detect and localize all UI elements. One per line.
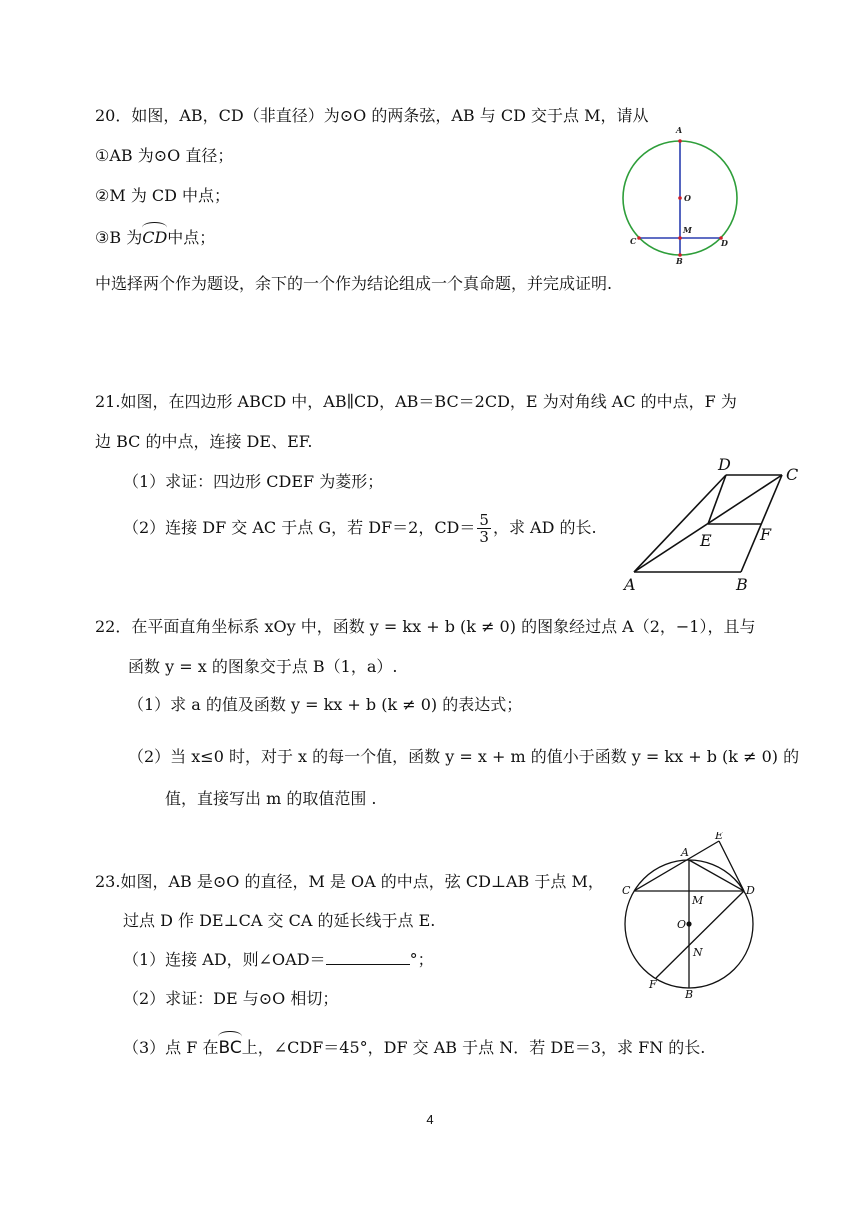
q20-label-c: C bbox=[630, 236, 637, 246]
q20-label-m: M bbox=[683, 225, 692, 235]
q20-option2: ②M 为 CD 中点； bbox=[95, 186, 231, 205]
q21-label-e: E bbox=[700, 531, 712, 550]
q23-label-a: A bbox=[681, 846, 689, 859]
q23-label-c: C bbox=[622, 884, 631, 897]
q22-part1: （1）求 a 的值及函数 y = kx + b (k ≠ 0) 的表达式； bbox=[128, 695, 523, 714]
q21-label-d: D bbox=[718, 456, 731, 474]
q21-part2-suffix: ，求 AD 的长. bbox=[492, 518, 597, 537]
q21-label-c: C bbox=[786, 465, 799, 484]
q21-part2 bbox=[123, 508, 597, 548]
q23-label-n: N bbox=[693, 946, 703, 959]
q23-figure bbox=[615, 832, 765, 1004]
q21-line1: 21.如图，在四边形 ABCD 中，AB∥CD，AB＝BC＝2CD，E 为对角线 AC 的中点，F 为 bbox=[95, 392, 737, 411]
q23-label-e: E bbox=[715, 832, 724, 842]
q23-label-o: O bbox=[677, 918, 687, 931]
q21-part2-prefix: （2）连接 DF 交 AC 于点 G，若 DF＝2，CD＝ bbox=[123, 518, 476, 537]
q20-line1: 20．如图，AB，CD（非直径）为⊙O 的两条弦，AB 与 CD 交于点 M，请从 bbox=[95, 106, 649, 125]
q23-part3-arc: BC bbox=[218, 1038, 241, 1058]
q20-line5: 中选择两个作为题设，余下的一个作为结论组成一个真命题，并完成证明. bbox=[95, 274, 613, 293]
q21-fraction-numerator: 5 bbox=[479, 511, 489, 529]
q23-label-d: D bbox=[746, 884, 755, 897]
q21-part1: （1）求证：四边形 CDEF 为菱形； bbox=[123, 472, 384, 491]
q23-answer-blank[interactable] bbox=[326, 950, 410, 965]
q20-option3-arc: CD bbox=[142, 228, 167, 248]
q23-line1: 23.如图，AB 是⊙O 的直径，M 是 OA 的中点，弦 CD⊥AB 于点 M， bbox=[95, 872, 604, 891]
q23-label-m: M bbox=[692, 894, 704, 907]
q21-label-f: F bbox=[760, 525, 772, 544]
q20-label-a: A bbox=[676, 125, 683, 135]
q21-line2: 边 BC 的中点，连接 DE、EF. bbox=[95, 432, 313, 451]
q21-fraction-denominator: 3 bbox=[479, 528, 489, 546]
q22-part2: （2）当 x≤0 时，对于 x 的每一个值，函数 y = x + m 的值小于函数 y = kx + b (k ≠ 0) 的 bbox=[128, 747, 800, 766]
q20-option1: ①AB 为⊙O 直径； bbox=[95, 146, 234, 165]
q22-line1: 22．在平面直角坐标系 xOy 中，函数 y = kx + b (k ≠ 0) 的图象经过点 A（2，−1），且与 bbox=[95, 617, 756, 636]
q23-part1 bbox=[123, 950, 434, 970]
q20-point-a bbox=[678, 139, 682, 143]
q23-part2: （2）求证：DE 与⊙O 相切； bbox=[123, 989, 339, 1008]
q23-point-o bbox=[686, 921, 691, 926]
q23-part1-prefix: （1）连接 AD，则∠OAD＝ bbox=[123, 950, 326, 969]
q20-point-o bbox=[678, 196, 682, 200]
q23-part1-suffix: °； bbox=[409, 950, 434, 969]
q21-figure bbox=[620, 456, 810, 596]
q20-label-b: B bbox=[676, 256, 683, 266]
q23-part3-suffix: 上，∠CDF＝45°，DF 交 AB 于点 N．若 DE＝3，求 FN 的长. bbox=[241, 1038, 706, 1057]
q20-point-m bbox=[678, 236, 682, 240]
q20-label-o: O bbox=[684, 193, 691, 203]
q21-label-a: A bbox=[624, 575, 636, 594]
q23-line-ce bbox=[634, 841, 719, 891]
q20-option3 bbox=[95, 228, 215, 248]
q23-label-b: B bbox=[685, 988, 694, 1001]
page-number: 4 bbox=[426, 1112, 434, 1127]
q23-line2: 过点 D 作 DE⊥CA 交 CA 的延长线于点 E. bbox=[123, 911, 436, 930]
q23-part3-prefix: （3）点 F 在 bbox=[123, 1038, 219, 1057]
q21-label-b: B bbox=[736, 575, 748, 594]
q23-part3 bbox=[123, 1038, 705, 1058]
q21-fraction bbox=[477, 512, 491, 545]
q22-part2-continued: 值，直接写出 m 的取值范围 . bbox=[165, 789, 377, 808]
q20-figure bbox=[615, 120, 745, 270]
q22-line2: 函数 y = x 的图象交于点 B（1，a）. bbox=[128, 657, 398, 676]
q20-option3-prefix: ③B 为 bbox=[95, 228, 143, 247]
q20-label-d: D bbox=[721, 238, 728, 248]
q20-option3-suffix: 中点； bbox=[167, 228, 216, 247]
q23-label-f: F bbox=[649, 978, 657, 991]
q20-point-c bbox=[637, 236, 641, 240]
